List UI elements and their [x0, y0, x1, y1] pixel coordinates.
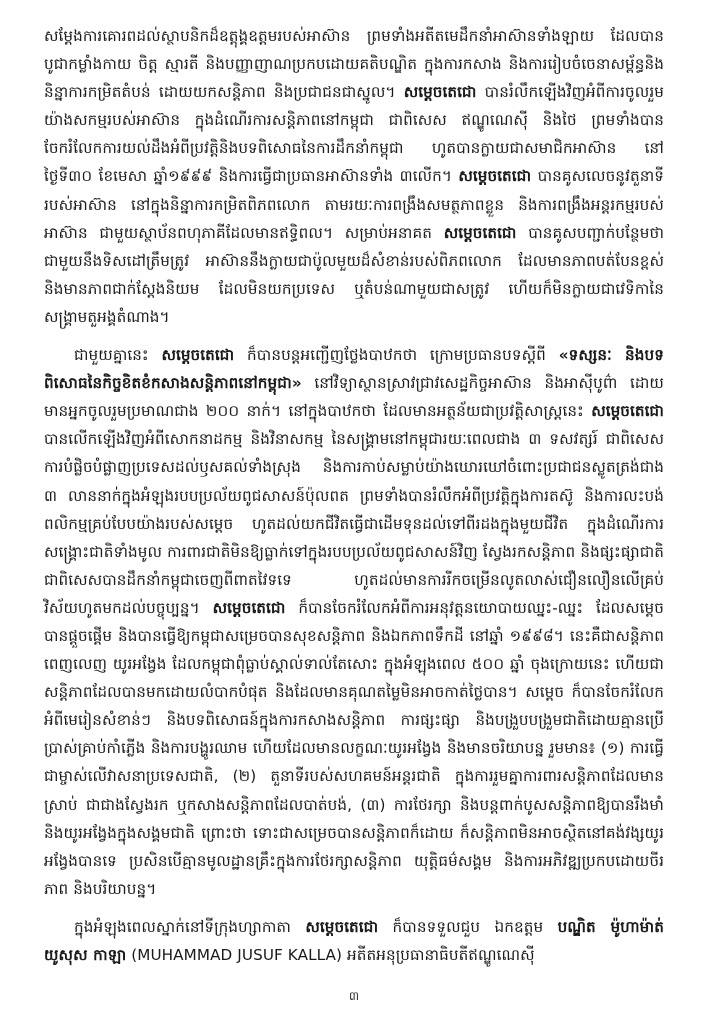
- text-run: បានរំលឹកឡើងវិញអំពីការចូលរួមយ៉ាងសកម្មរបស់អាស៊ាន ក្នុងដំណើរការសន្តិភាពនៅកម្ពុជា ជាពិសេស ឥណ្ឌូណេស៊ី និងថៃ ព្រមទាំងបានចែករំលែកការយល់ដឹងអំពីប្រវត្តិនិងបទពិសោធនៃការដឹកនាំកម្ពុជា ហូតបានក្លាយជាសមាជិកអាស៊ាន នៅថ្ងៃទី៣០ ខែមេសា ឆ្នាំ១៩៩៩ និងការធ្វើជាប្រធានអាស៊ានទាំង ៣លើក។: [44, 83, 664, 186]
- paragraph-p1: [44, 22, 664, 331]
- paragraph-p3: [44, 913, 664, 969]
- bold-text: សម្ដេចតេជោ: [161, 346, 235, 365]
- bold-text: «ទស្សនៈ និងបទពិសោធនៃកិច្ចខិតខំកសាងសន្តិភាពនៅកម្ពុជា»: [44, 346, 664, 393]
- bold-text: សម្ដេចតេជោ: [212, 598, 286, 617]
- bold-text: បណ្ឌិត ម៉ូហាម៉ាត់ យូសុស កាឡា: [44, 917, 664, 964]
- paragraph-gap: [44, 331, 664, 341]
- paragraph-gap: [44, 903, 664, 913]
- bold-text: សម្ដេចតេជោ: [443, 223, 517, 242]
- text-run: ជាមួយគ្នានេះ: [74, 346, 162, 365]
- text-run: បានគូសលេចនូវតួនាទីរបស់អាស៊ាន នៅក្នុងនិន្នាការកម្រិតពិភពលោក តាមរយៈការពង្រឹងសមត្ថភាពខ្លួន និងការពង្រឹងអន្តរកម្មរបស់អាស៊ាន ជាមួយស្ថាប័នពហុភាគីដែលមានឥទ្ធិពល។ សម្រាប់អនាគត: [44, 167, 665, 242]
- text-run: ក៏បានចែករំលែកអំពីការអនុវត្តនយោបាយឈ្នះ-ឈ្នះ ដែលសម្ដេចបានផ្ដួចផ្ដើម និងបានធ្វើឱ្យកម្ពុជាសម្រេចបានសុខសន្តិភាព និងឯកភាពទឹកដី នៅឆ្នាំ ១៩៩៨។ នេះគឺជាសន្តិភាពពេញលេញ យូរអង្វែង ដែលកម្ពុជាពុំធ្លាប់ស្គាល់ទាល់តែសោះ ក្នុងអំឡុងពេល ៥០០ ឆ្នាំ ចុងក្រោយនេះ ហើយជាសន្តិភាពដែលបានមកដោយលំបាកបំផុត និងដែលមានគុណតម្លៃមិនអាចកាត់ថ្លៃបាន។ សម្ដេច ក៏បានចែករំលែកអំពីមេរៀនសំខាន់ៗ និងបទពិសោធន៍ក្នុងការកសាងសន្តិភាព ការផ្សះផ្សា និងបង្រួបបង្រួមជាតិដោយគ្មានប្រើប្រាស់គ្រាប់កាំភ្លើង និងការបង្ហូរឈាម ហើយដែលមានលក្ខណៈយូរអង្វែង និងមានចរិយាបន្ន រួមមាន៖ (១) ការធ្វើជាម្ចាស់លើវាសនាប្រទេសជាតិ, (២) តួនាទីរបស់សហគមន៍អន្តរជាតិ ក្នុងការរួមគ្នាការពារសន្តិភាពដែលមានស្រាប់ ជាជាងស្វែងរក ឬកសាងសន្តិភាពដែលបាត់បង់, (៣) ការថែរក្សា និងបន្តពាក់បូសសន្តិភាពឱ្យបានរឹងមាំ និងយូរអង្វែងក្នុងសង្គមជាតិ ព្រោះថា ទោះជាសម្រេចបានសន្តិភាពក៏ដោយ ក៏សន្តិភាពមិនអាចស្ថិតនៅគង់វង្សយូរអង្វែងបានទេ ប្រសិនបើគ្មានមូលដ្ឋានគ្រឹះក្នុងការថែរក្សាសន្តិភាព យុត្តិធម៌សង្គម និងការអភិវឌ្ឍប្រកបដោយចីរភាព និងបរិយាបន្ន។: [44, 598, 664, 898]
- bold-text: សម្ដេចតេជោ: [305, 917, 379, 936]
- bold-text: សម្ដេចតេជោ: [458, 167, 532, 186]
- text-run: ក្នុងអំឡុងពេលស្នាក់នៅទីក្រុងហ្សាកាតា: [74, 917, 306, 936]
- text-run: ក៏បានទទួលជួប ឯកឧត្តម: [378, 917, 558, 936]
- document-body: [44, 22, 664, 969]
- bold-text: សម្ដេចតេជោ: [591, 402, 664, 421]
- paragraph-p2: [44, 341, 664, 903]
- text-run: នៅវិទ្យាស្ថានស្រាវជ្រាវសេដ្ឋកិច្ចអាស៊ាន និងអាស៊ីបូព៌ា ដោយមានអ្នកចូលរួមប្រមាណជាង ២០០ នាក់។ នៅក្នុងបាឋកថា ដែលមានអត្ថន័យជាប្រវត្តិសាស្ត្រនេះ: [44, 374, 664, 421]
- text-run: (MUHAMMAD JUSUF KALLA) អតីតអនុប្រធានាធិបតីឥណ្ឌូណេស៊ី: [126, 946, 535, 964]
- text-run: ក៏បានបន្តអញ្ជើញថ្លែងបាឋកថា ក្រោមប្រធានបទស្តីពី: [234, 346, 559, 365]
- text-run: បានលើកឡើងវិញអំពីសោកនាដកម្ម និងវិនាសកម្ម នៃសង្គ្រាមនៅកម្ពុជារយៈពេលជាង ៣ ទសវត្សរ៍ ជាពិសេសការបំផ្លិចបំផ្លាញប្រទេសដល់ឫសគល់ទាំងស្រុង និងការកាប់សម្លាប់យ៉ាងឃោរឃៅចំពោះប្រជាជនស្លូតត្រង់ជាង ៣ លាននាក់ក្នុងអំឡុងរបបប្រល័យពូជសាសន៍ប៉ុលពត ព្រមទាំងបានរំលឹកអំពីប្រវត្តិក្នុងការតស៊ូ និងការលះបង់ពលិកម្មគ្រប់បែបយ៉ាងរបស់សម្ដេច ហូតដល់យកជីវិតធ្វើជាដើមទុនដល់ទៅពីរដងក្នុងមួយជីវិត ក្នុងដំណើរការសង្គ្រោះជាតិទាំងមូល ការពារជាតិមិនឱ្យធ្លាក់ទៅក្នុងរបបប្រល័យពូជសាសន៍វិញ ស្វែងរកសន្តិភាព និងផ្សះផ្សាជាតិ ជាពិសេសបានដឹកនាំកម្ពុជាចេញពីពាតវៃទទេ ហូតដល់មានការរីកចម្រើនលូតលាស់ជឿនលឿនលើគ្រប់វិស័យហូតមកដល់បច្ចុប្បន្ន។: [44, 430, 664, 617]
- bold-text: សម្ដេចតេជោ: [403, 83, 477, 102]
- page-number: ៣: [348, 989, 360, 1003]
- text-run: បានគូសបញ្ជាក់បន្ថែមថា ជាមួយនឹងទិសដៅត្រឹមត្រូវ អាស៊ាននឹងក្លាយជាប៉ូលមួយដ៏សំខាន់របស់ពិភពលោក ដែលមានភាពបត់បែនខ្ពស់ និងមានភាពជាក់ស្ដែងនិយម ដែលមិនយកប្រទេស ឬតំបន់ណាមួយជាសត្រូវ ហើយក៏មិនក្លាយជាវេទិកានៃសង្គ្រាមតួអង្គតំណាង។: [44, 223, 664, 326]
- text-run: សម្ដែងការគោរពដល់ស្ថាបនិកដ៏ឧត្ដុង្គឧត្ដមរបស់អាស៊ាន ព្រមទាំងអតីតមេដឹកនាំអាស៊ានទាំងឡាយ ដែលបានបូជាកម្លាំងកាយ ចិត្ត ស្មារតី និងបញ្ញាញាណប្រកបដោយគតិបណ្ឌិត ក្នុងការកសាង និងការរៀបចំចេនាសម្ព័ន្ធនិងនិន្នាការកម្រិតតំបន់ ដោយយកសន្តិភាព និងប្រជាជនជាស្នូល។: [44, 27, 664, 102]
